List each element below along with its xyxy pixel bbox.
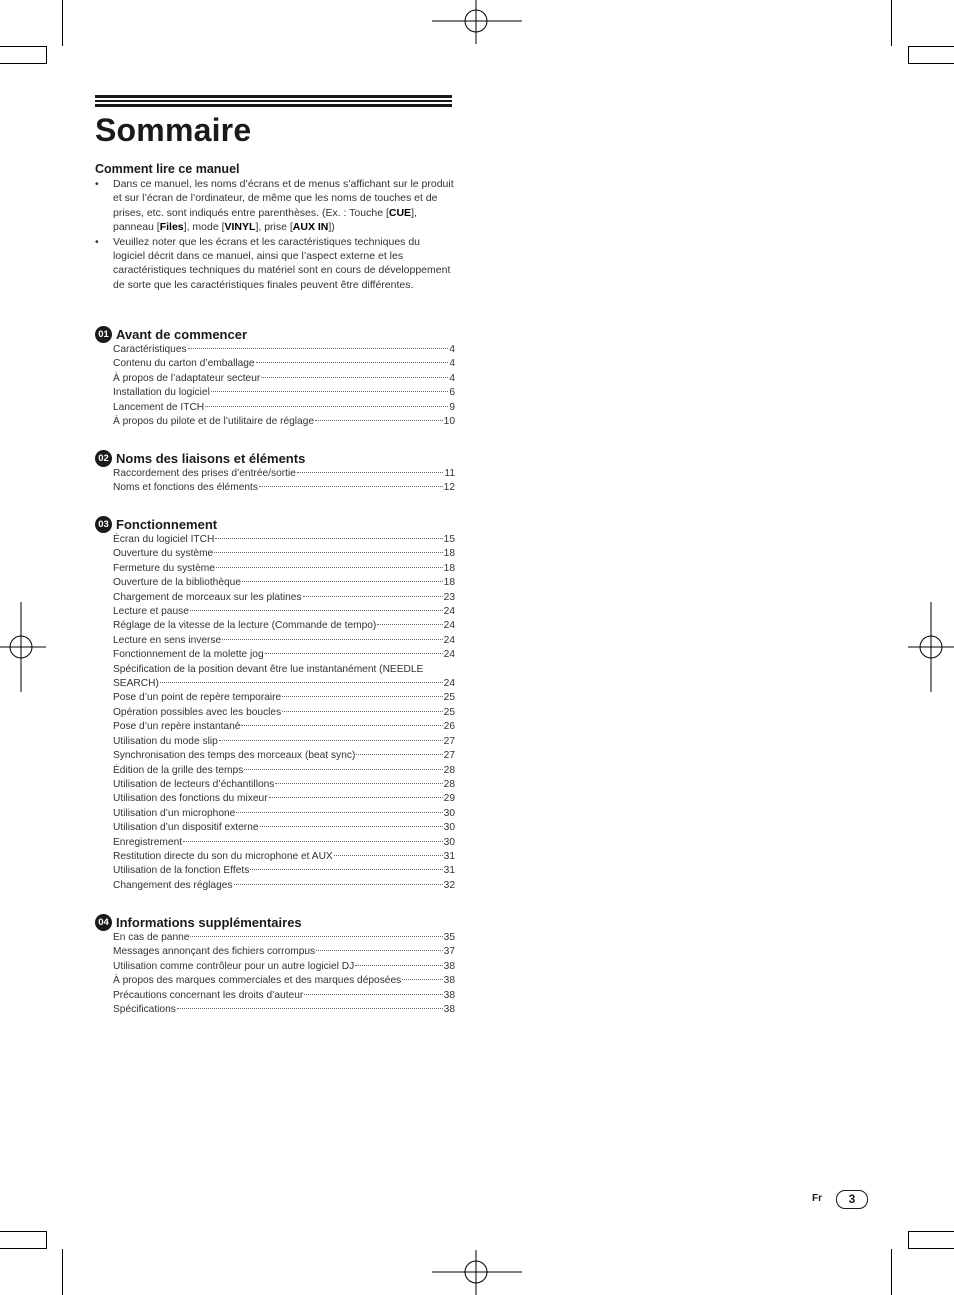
toc-page-number: 31 [443,850,455,862]
toc-entry-title: Pose d’un repère instantané [113,721,241,733]
crop-mark [0,46,46,47]
toc-entry[interactable] [95,945,455,959]
toc-section [95,913,455,1017]
dot-leader [242,581,443,582]
toc-page-number: 38 [443,960,455,972]
dot-leader [355,965,442,966]
registration-mark-top [432,0,522,44]
toc-page-number: 23 [443,591,455,603]
toc-entry[interactable] [95,663,455,692]
toc-page-number: 9 [449,401,455,413]
toc-entry-title: Changement des réglages [113,879,233,891]
toc-entry[interactable] [95,386,455,400]
toc-entry[interactable] [95,467,455,481]
dot-leader [188,348,449,349]
toc-page-number: 27 [443,750,455,762]
chapter-number-badge: 02 [95,450,112,467]
toc-page-number: 38 [443,989,455,1001]
toc-entry[interactable] [95,343,455,357]
dot-leader [234,884,443,885]
toc-entry-title: Fermeture du système [113,562,215,574]
toc-entry[interactable] [95,960,455,974]
toc-entry-title: Pose d’un point de repère temporaire [113,692,282,704]
toc-entry-title: Synchronisation des temps des morceaux (beat sync) [113,750,356,762]
dot-leader [261,377,448,378]
toc-page-number: 4 [449,372,455,384]
toc-entry-title: Utilisation de lecteurs d’échantillons [113,778,275,790]
dot-leader [377,624,442,625]
dot-leader [265,653,443,654]
toc-entry[interactable] [95,735,455,749]
dot-leader [183,841,443,842]
toc-entry[interactable] [95,850,455,864]
toc-entry-title: Utilisation d’un dispositif externe [113,822,259,834]
toc-entry[interactable] [95,562,455,576]
toc-entry[interactable] [95,591,455,605]
toc-entry-title: Édition de la grille des temps [113,764,244,776]
toc-page-number: 24 [443,606,455,618]
dot-leader [211,391,448,392]
crop-mark [0,63,46,64]
header-rule [95,104,452,107]
dot-leader [304,994,442,995]
toc-page-number: 25 [443,706,455,718]
toc-page-number: 28 [443,778,455,790]
crop-mark [0,1231,46,1232]
toc-entry-title: Caractéristiques [113,344,187,355]
toc-page-number: 26 [443,721,455,733]
toc-page-number: 37 [443,946,455,958]
toc-entry-title: Écran du logiciel ITCH [113,534,215,545]
toc-entry[interactable] [95,989,455,1003]
registration-mark-bottom [432,1250,522,1295]
bullet-dot: • [95,235,99,248]
page-number: 3 [836,1190,868,1209]
crop-mark [908,63,954,64]
toc-page-number: 18 [443,577,455,589]
toc-entry-title: Lecture et pause [113,606,189,618]
crop-mark [46,46,47,64]
dot-leader [216,567,443,568]
toc-entry[interactable] [95,792,455,806]
header-rule [95,95,452,98]
toc-entry[interactable] [95,357,455,371]
toc-page-number: 24 [443,634,455,646]
toc-page-number: 27 [443,735,455,747]
section-title: Informations supplémentaires [116,914,302,930]
toc-entry[interactable] [95,749,455,763]
toc-page-number: 15 [443,534,455,545]
toc-page-number: 38 [443,1004,455,1016]
toc-entry-title: Réglage de la vitesse de la lecture (Commande de tempo) [113,620,377,632]
toc-entry[interactable] [95,836,455,850]
intro-bullet: • Veuillez noter que les écrans et les caractéristiques techniques du logiciel décrit dans ce manuel, ainsi que l’aspect externe et les caractéristiques techniques du matériel sont en cours de développement de sorte que les caractéristiques finales peuvent être différentes. [95,235,451,291]
toc-page-number: 24 [443,678,455,690]
section-title: Noms des liaisons et éléments [116,450,306,466]
crop-mark [0,1248,46,1249]
toc-entry-title: Utilisation d’un microphone [113,807,236,819]
dot-leader [177,1008,443,1009]
dot-leader [282,711,442,712]
toc-entry[interactable] [95,619,455,633]
toc-page-number: 18 [443,548,455,560]
dot-leader [275,783,442,784]
toc-page-number: 18 [443,562,455,574]
toc-entry-title: Utilisation du mode slip [113,735,218,747]
toc-page-number: 30 [443,822,455,834]
toc-entry-title: Opération possibles avec les boucles [113,706,282,718]
toc-entry-title: En cas de panne [113,932,190,943]
chapter-number-badge: 01 [95,326,112,343]
bullet-dot: • [95,178,99,190]
page-title: Sommaire [95,112,252,148]
dot-leader [282,696,442,697]
registration-mark-left [0,602,46,692]
toc-page-number: 30 [443,836,455,848]
dot-leader [356,754,442,755]
toc-page-number: 25 [443,692,455,704]
crop-mark [908,1231,954,1232]
dot-leader [334,855,443,856]
crop-mark [891,0,892,46]
crop-mark [62,0,63,46]
toc-section [95,449,455,496]
toc-page-number: 38 [443,975,455,987]
dot-leader [241,725,442,726]
toc-page-number: 29 [443,793,455,805]
toc-entry[interactable] [95,807,455,821]
header-rule [95,100,452,102]
toc-list [95,467,455,496]
crop-mark [908,1248,954,1249]
toc-list [95,343,455,429]
dot-leader [190,936,442,937]
toc-entry-title: Raccordement des prises d’entrée/sortie [113,468,296,479]
toc-entry[interactable] [95,706,455,720]
toc-page-number: 35 [443,932,455,943]
toc-entry-title-cont: SEARCH) [113,678,159,690]
toc-entry-title: Lecture en sens inverse [113,634,222,646]
toc-page-number: 24 [443,649,455,661]
dot-leader [269,797,443,798]
toc-page-number: 28 [443,764,455,776]
dot-leader [315,420,443,421]
toc-entry[interactable] [95,1003,455,1017]
dot-leader [256,362,449,363]
chapter-number-badge: 03 [95,516,112,533]
dot-leader [215,538,442,539]
toc-list [95,931,455,1017]
dot-leader [303,596,443,597]
crop-mark [46,1231,47,1249]
toc-page-number: 4 [449,344,455,355]
toc-entry-title: Utilisation comme contrôleur pour un autre logiciel DJ [113,960,355,972]
toc-entry-title: Enregistrement [113,836,183,848]
section-header [95,325,455,343]
dot-leader [236,812,442,813]
toc-entry[interactable] [95,605,455,619]
toc-entry[interactable] [95,764,455,778]
dot-leader [214,552,442,553]
toc-section [95,325,455,429]
toc-entry-title: Ouverture de la bibliothèque [113,577,241,589]
section-title: Avant de commencer [116,326,248,342]
toc-entry-title: Précautions concernant les droits d’auteur [113,989,304,1001]
toc-entry[interactable] [95,864,455,878]
toc-page-number: 31 [443,865,455,877]
toc-entry-title: Utilisation de la fonction Effets [113,865,250,877]
dot-leader [260,826,443,827]
toc-entry[interactable] [95,401,455,415]
toc-entry-title: Installation du logiciel [113,387,210,399]
toc-entry-title: Spécification de la position devant être lue instantanément (NEEDLE [113,663,424,675]
dot-leader [259,486,443,487]
intro-heading: Comment lire ce manuel [95,162,240,176]
toc-entry[interactable] [95,634,455,648]
registration-mark-right [908,602,954,692]
toc-page-number: 10 [443,416,455,428]
toc-entry[interactable] [95,691,455,705]
intro-bullet: • Dans ce manuel, les noms d’écrans et de menus s’affichant sur le produit et sur l’écran de l’ordinateur, de même que les noms de touches et de prises, etc. sont indiqués entre parenthèses. (Ex. : Touche [CUE], panneau [Files], mode [VINYL], prise [AUX IN]) [95,178,454,234]
toc-page-number: 4 [449,358,455,370]
toc-entry[interactable] [95,533,455,547]
toc-entry[interactable] [95,648,455,662]
dot-leader [222,639,442,640]
section-header [95,913,455,931]
crop-mark [891,1249,892,1295]
crop-mark [908,46,909,64]
toc-entry-title: Contenu du carton d’emballage [113,358,255,370]
toc-page-number: 6 [449,387,455,399]
toc-entry[interactable] [95,481,455,495]
toc-list [95,533,455,893]
toc-entry-title: Utilisation des fonctions du mixeur [113,793,268,805]
toc-page-number: 24 [443,620,455,632]
dot-leader [205,406,448,407]
dot-leader [250,869,442,870]
crop-mark [62,1249,63,1295]
toc-page-number: 30 [443,807,455,819]
toc-entry-title: Fonctionnement de la molette jog [113,649,264,661]
toc-entry-title: À propos de l’adaptateur secteur [113,372,261,384]
toc-entry[interactable] [95,415,455,429]
section-header [95,449,455,467]
toc-entry-title: Spécifications [113,1004,176,1016]
dot-leader [316,950,443,951]
section-header [95,515,455,533]
dot-leader [190,610,443,611]
crop-mark [908,1231,909,1249]
toc-entry[interactable] [95,778,455,792]
dot-leader [219,740,443,741]
toc-entry-title: À propos des marques commerciales et des marques déposées [113,975,402,987]
toc-page-number: 11 [444,468,455,479]
chapter-number-badge: 04 [95,914,112,931]
dot-leader [297,472,444,473]
toc-entry[interactable] [95,372,455,386]
toc-entry-title: Restitution directe du son du microphone et AUX [113,850,333,862]
dot-leader [160,682,443,683]
dot-leader [402,979,442,980]
section-title: Fonctionnement [116,516,218,532]
intro-block [95,162,455,292]
toc-section [95,515,455,893]
toc-entry[interactable] [95,720,455,734]
toc-entry-title: Chargement de morceaux sur les platines [113,591,302,603]
toc-entry-title: Lancement de ITCH [113,401,205,413]
toc-entry[interactable] [95,547,455,561]
dot-leader [244,769,442,770]
toc-entry[interactable] [95,576,455,590]
toc-page-number: 12 [443,482,455,494]
toc-entry[interactable] [95,974,455,988]
toc-entry-title: À propos du pilote et de l’utilitaire de réglage [113,416,315,428]
toc-entry[interactable] [95,931,455,945]
language-label: Fr [812,1193,822,1204]
toc-entry-title: Ouverture du système [113,548,214,560]
toc-entry[interactable] [95,879,455,893]
toc-entry[interactable] [95,821,455,835]
toc-page-number: 32 [443,879,455,891]
toc-entry-title: Messages annonçant des fichiers corrompus [113,946,316,958]
toc-entry-title: Noms et fonctions des éléments [113,482,258,494]
crop-mark [908,46,954,47]
